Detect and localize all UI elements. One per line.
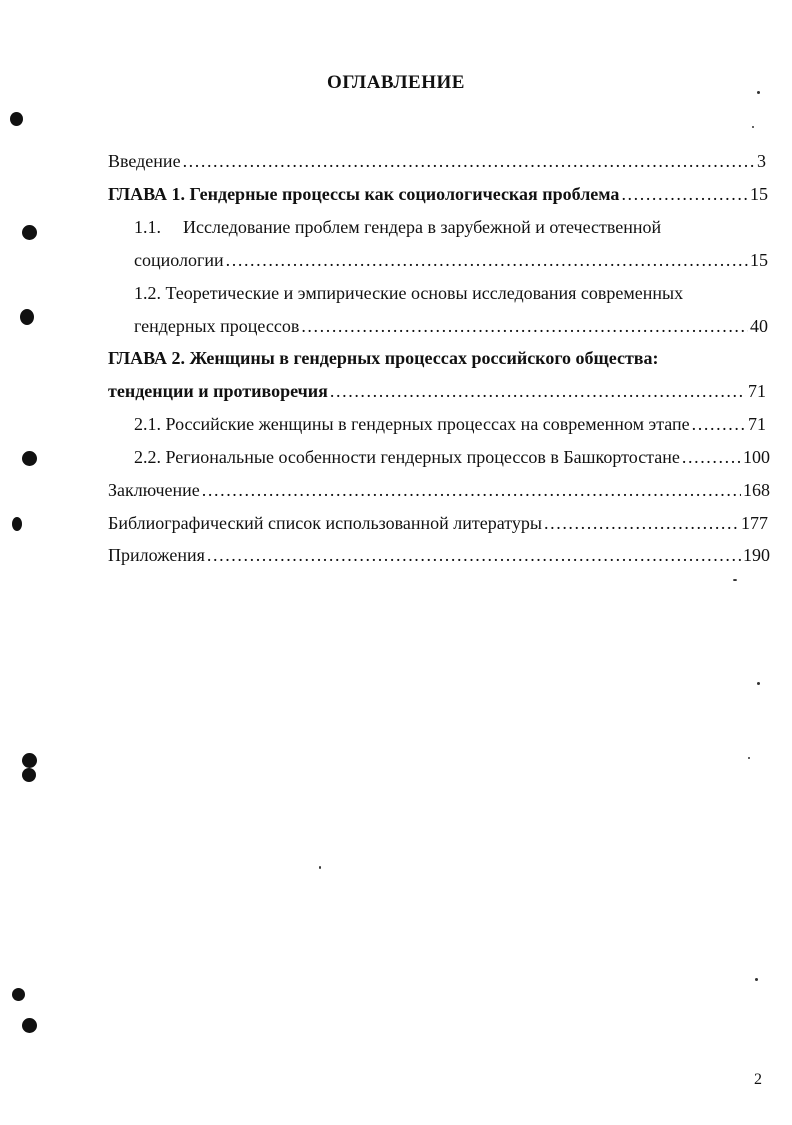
toc-entry-label: социологии [134, 250, 224, 270]
scan-speck [757, 91, 760, 94]
toc-leader-dots [183, 150, 755, 172]
punch-hole-mark [22, 753, 37, 768]
toc-entry-page: 177 [741, 513, 768, 533]
toc-leader-dots [692, 413, 746, 435]
toc-entry-1-2-line2 [134, 315, 768, 337]
toc-entry-label: Заключение [108, 480, 200, 500]
toc-entry-label: тенденции и противоречия [108, 381, 328, 401]
toc-leader-dots [544, 512, 739, 534]
toc-entry-appendix [108, 544, 770, 566]
toc-entry-page: 40 [750, 316, 768, 336]
toc-entry-chapter2-line1: ГЛАВА 2. Женщины в гендерных процессах российского общества: [108, 348, 659, 368]
scan-speck [757, 682, 760, 685]
punch-hole-mark [20, 309, 34, 325]
scan-speck [755, 978, 758, 981]
toc-entry-1-2-line1: 1.2. Теоретические и эмпирические основы исследования современных [134, 283, 684, 303]
toc-entry-2-1 [134, 413, 766, 435]
punch-hole-mark [10, 112, 23, 126]
punch-hole-mark [22, 1018, 37, 1033]
page-number: 2 [754, 1071, 762, 1088]
toc-entry-page: 71 [748, 381, 766, 401]
scan-speck [748, 757, 750, 759]
toc-entry-chapter2-line2 [108, 380, 766, 402]
punch-hole-mark [22, 451, 37, 466]
toc-entry-label: Введение [108, 151, 181, 171]
toc-entry-chapter1 [108, 183, 768, 205]
toc-entry-1-1-line2 [134, 249, 768, 271]
scan-speck [752, 126, 754, 128]
toc-entry-label: Приложения [108, 545, 205, 565]
toc-entry-page: 100 [743, 447, 770, 467]
page-title: ОГЛАВЛЕНИЕ [327, 72, 465, 93]
toc-entry-bibliography [108, 512, 768, 534]
scan-speck [319, 866, 321, 869]
scan-speck [733, 579, 737, 581]
toc-leader-dots [330, 380, 746, 402]
toc-entry-page: 168 [743, 480, 770, 500]
toc-entry-2-2 [134, 446, 770, 468]
toc-leader-dots [301, 315, 748, 337]
punch-hole-mark [12, 988, 25, 1001]
toc-entry-1-1-line1 [134, 216, 661, 238]
punch-hole-mark [22, 768, 36, 782]
toc-section-number: 1.1. [134, 217, 161, 237]
toc-entry-page: 190 [743, 545, 770, 565]
toc-entry-page: 15 [750, 250, 768, 270]
toc-leader-dots [202, 479, 741, 501]
toc-leader-dots [621, 183, 748, 205]
toc-leader-dots [226, 249, 748, 271]
toc-entry-label: 2.1. Российские женщины в гендерных процессах на современном этапе [134, 414, 690, 434]
toc-entry-label: гендерных процессов [134, 316, 300, 336]
toc-entry-page: 3 [757, 151, 766, 171]
toc-entry-conclusion [108, 479, 770, 501]
toc-leader-dots [682, 446, 741, 468]
punch-hole-mark [12, 517, 22, 531]
toc-entry-label: 2.2. Региональные особенности гендерных процессов в Башкортостане [134, 447, 680, 467]
toc-leader-dots [207, 544, 741, 566]
toc-entry-page: 71 [748, 414, 766, 434]
toc-entry-page: 15 [750, 184, 768, 204]
toc-entry-label: Библиографический список использованной литературы [108, 513, 543, 533]
toc-entry-intro [108, 150, 766, 172]
toc-entry-label: ГЛАВА 1. Гендерные процессы как социологическая проблема [108, 184, 620, 204]
toc-entry-label: Исследование проблем гендера в зарубежной и отечественной [183, 217, 662, 237]
punch-hole-mark [22, 225, 37, 240]
